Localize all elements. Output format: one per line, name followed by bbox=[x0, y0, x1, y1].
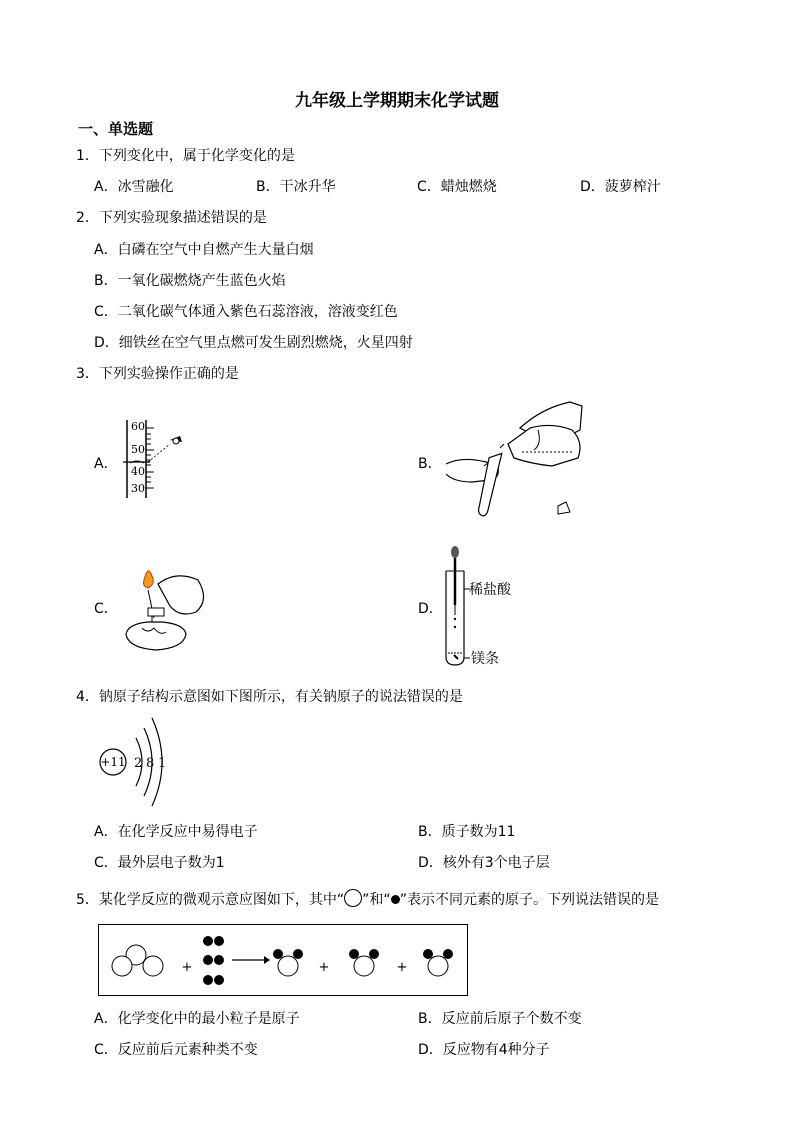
alcohol-lamp-figure bbox=[118, 562, 213, 658]
plus-sign-1: + bbox=[181, 960, 193, 975]
question-5-stem bbox=[76, 889, 659, 909]
label-magnesium-strip: 镁条 bbox=[471, 651, 499, 667]
plus-sign-3: + bbox=[396, 960, 408, 975]
question-5-stem-part-3: ”表示不同元素的原子。下列说法错误的是 bbox=[399, 892, 659, 908]
question-2-option-a[interactable]: A．白磷在空气中自燃产生大量白烟 bbox=[94, 242, 314, 258]
question-3-option-a[interactable]: A． bbox=[94, 456, 118, 472]
plus-sign-2: + bbox=[318, 960, 330, 975]
question-4-option-c[interactable]: C．最外层电子数为1 bbox=[94, 855, 225, 871]
question-5-option-d[interactable]: D．反应物有4种分子 bbox=[418, 1042, 550, 1058]
reaction-micro-diagram bbox=[98, 924, 470, 998]
section-heading: 一、单选题 bbox=[78, 120, 154, 138]
question-1-option-d[interactable]: D．菠萝榨汁 bbox=[580, 179, 661, 195]
question-3-stem: 3．下列实验操作正确的是 bbox=[76, 366, 239, 382]
question-4-option-a[interactable]: A．在化学反应中易得电子 bbox=[94, 824, 258, 840]
pouring-liquid-figure bbox=[442, 400, 592, 522]
question-3-option-b[interactable]: B． bbox=[418, 456, 442, 472]
black-atom-icon bbox=[391, 895, 400, 904]
atom-nucleus-charge: +11 bbox=[100, 755, 126, 769]
cylinder-tick-60: 60 bbox=[131, 420, 145, 433]
question-2-stem: 2．下列实验现象描述错误的是 bbox=[76, 210, 267, 226]
sodium-atom-diagram bbox=[98, 716, 178, 808]
question-5-stem-part-2: ”和“ bbox=[362, 892, 391, 908]
question-1-option-b[interactable]: B．干冰升华 bbox=[256, 179, 336, 195]
cylinder-tick-30: 30 bbox=[131, 482, 145, 495]
atom-shell-3: 1 bbox=[158, 756, 167, 771]
question-5-option-c[interactable]: C．反应前后元素种类不变 bbox=[94, 1042, 258, 1058]
question-5-option-b[interactable]: B．反应前后原子个数不变 bbox=[418, 1011, 582, 1027]
question-4-stem: 4．钠原子结构示意图如下图所示，有关钠原子的说法错误的是 bbox=[76, 689, 463, 705]
question-5-stem-part-1: 5．某化学反应的微观示意应图如下，其中“ bbox=[76, 892, 345, 908]
graduated-cylinder-figure bbox=[120, 418, 200, 502]
white-atom-icon bbox=[344, 889, 362, 907]
question-4-option-b[interactable]: B．质子数为11 bbox=[418, 824, 516, 840]
question-4-option-d[interactable]: D．核外有3个电子层 bbox=[418, 855, 550, 871]
question-5-option-a[interactable]: A．化学变化中的最小粒子是原子 bbox=[94, 1011, 300, 1027]
question-2-option-b[interactable]: B．一氧化碳燃烧产生蓝色火焰 bbox=[94, 273, 286, 289]
question-1-option-c[interactable]: C．蜡烛燃烧 bbox=[417, 179, 497, 195]
label-hydrochloric-acid: 稀盐酸 bbox=[469, 582, 511, 598]
question-1-option-a[interactable]: A．冰雪融化 bbox=[94, 179, 174, 195]
question-3-option-c[interactable]: C． bbox=[94, 601, 118, 617]
test-tube-dropper-figure bbox=[440, 545, 540, 670]
question-1-stem: 1．下列变化中，属于化学变化的是 bbox=[76, 148, 295, 164]
atom-shell-1: 2 bbox=[134, 756, 143, 771]
page-title: 九年级上学期期末化学试题 bbox=[295, 91, 499, 111]
cylinder-tick-50: 50 bbox=[131, 443, 145, 456]
atom-shell-2: 8 bbox=[146, 756, 155, 771]
question-3-option-d[interactable]: D． bbox=[418, 601, 443, 617]
cylinder-tick-40: 40 bbox=[131, 465, 145, 478]
question-2-option-d[interactable]: D．细铁丝在空气里点燃可发生剧烈燃烧，火星四射 bbox=[94, 335, 413, 351]
question-2-option-c[interactable]: C．二氧化碳气体通入紫色石蕊溶液，溶液变红色 bbox=[94, 304, 398, 320]
